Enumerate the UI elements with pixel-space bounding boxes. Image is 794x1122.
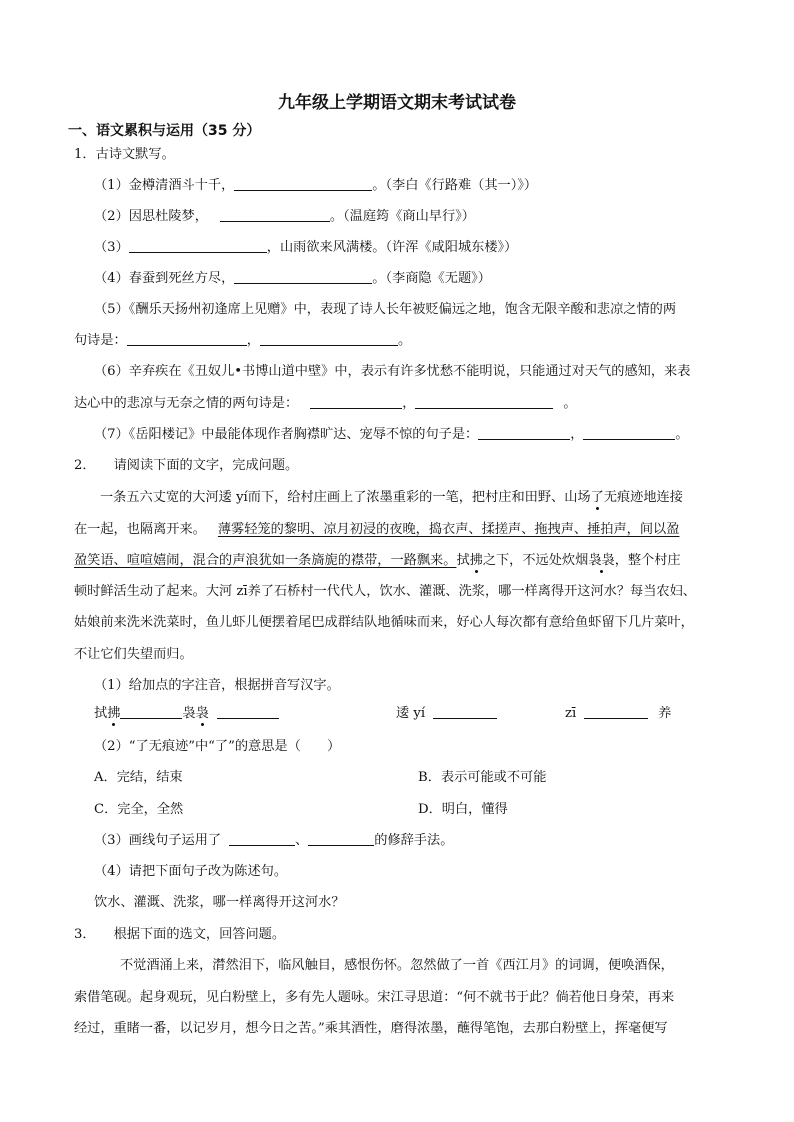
dotted-char: 袅: [195, 706, 209, 721]
item-text: ，山雨欲来风满楼。（许浑《咸阳城东楼》）: [266, 240, 518, 255]
answer-blank[interactable]: [415, 394, 553, 409]
q1-item-6-cont: [74, 394, 577, 414]
q1-item-2: [94, 207, 475, 227]
sub-question-1-blanks: [94, 704, 279, 724]
item-text: ，: [402, 396, 416, 411]
passage-text: yí而下，给村庄画上了浓墨重彩的一笔，把村庄和田野、山场: [236, 490, 591, 505]
answer-blank[interactable]: [583, 425, 675, 440]
passage-line: [100, 488, 683, 508]
item-text: 、: [295, 833, 309, 848]
sub-question-2: （2）“了无痕迹”中“了”的意思是（ ）: [94, 739, 341, 754]
dotted-char: 拂: [107, 706, 121, 721]
passage-text: 无痕迹地连接: [603, 490, 683, 505]
q1-item-1: [94, 176, 537, 196]
passage-line: 姑娘前来洗米洗菜时，鱼儿虾儿便摆着尾巴成群结队地循味而来，好心人每次都有意给鱼虾留下几片菜叶，: [74, 615, 694, 630]
passage-line: [74, 520, 679, 540]
q1-item-6: [94, 362, 690, 382]
passage-line: 索借笔砚。起身观玩，见白粉壁上，多有先人题咏。宋江寻思道：“何不就书于此？倘若他日身荣，再来: [74, 990, 675, 1005]
item-text: （3）画线句子运用了: [94, 833, 222, 848]
item-text: 袅: [182, 706, 196, 721]
question-text: 古诗文默写。: [95, 147, 175, 162]
item-text: （5）《酬乐天扬州初逢席上见赠》中，表现了诗人长年被贬偏远之地，饱含无限辛酸和悲凉之情的两: [94, 302, 677, 317]
item-text: ，: [570, 427, 584, 442]
underlined-sentence: 薄雾轻笼的黎明、凉月初浸的夜晚，捣衣声、揉搓声、拖拽声、捶拍声，间以盈: [217, 522, 680, 537]
item-text: （6）辛弃疾在《丑奴儿•书博山道中壁》中，表示有许多忧愁不能明说，只能通过对天气的感知，来表: [94, 364, 691, 379]
passage-line: 经过，重睹一番，以记岁月，想今日之苦。”乘其酒性，磨得浓墨，蘸得笔饱，去那白粉壁上，挥毫便写: [74, 1021, 668, 1036]
q1-item-3: [94, 238, 517, 258]
answer-blank[interactable]: [478, 425, 570, 440]
item-text: （1）金樽清酒斗十千，: [94, 178, 235, 193]
passage-line: [74, 551, 681, 571]
item-text: （4）春蚕到死丝方尽，: [94, 271, 235, 286]
answer-blank[interactable]: [260, 331, 398, 346]
q1-item-4: [94, 269, 491, 289]
passage-line: 不让它们失望而归。: [74, 647, 193, 662]
answer-blank[interactable]: [234, 269, 372, 284]
answer-blank[interactable]: [120, 704, 182, 719]
item-text: （7）《岳阳楼记》中最能体现作者胸襟旷达、宠辱不惊的句子是：: [94, 427, 479, 442]
answer-blank[interactable]: [217, 704, 279, 719]
question-3-stem: [74, 925, 285, 945]
passage-text: 拭: [456, 553, 470, 568]
passage-line: 不觉酒涌上来，潸然泪下，临风触目，感恨伤怀。忽然做了一首《西江月》的词调，便唤酒保，: [120, 958, 674, 973]
section-heading: 一、语文累积与运用（35 分）: [68, 123, 261, 139]
option-c[interactable]: C．完全，全然: [94, 802, 184, 817]
item-text: （2）因思杜陵梦，: [94, 209, 208, 224]
passage-text: 在一起，也隔离开来。: [74, 522, 206, 537]
dotted-char: 拂: [469, 553, 483, 568]
item-text: 句诗是：: [74, 333, 127, 348]
question-2-stem: [74, 456, 298, 476]
passage-text: 之下，不远处炊烟: [482, 553, 589, 568]
question-number: 2．: [74, 458, 96, 473]
sub-question-1: （1）给加点的字注音，根据拼音写汉字。: [94, 678, 340, 693]
sub-question-4: （4）请把下面句子改为陈述句。: [94, 864, 288, 879]
item-text: 养: [658, 706, 672, 721]
q1-item-7: [94, 425, 689, 445]
answer-blank[interactable]: [129, 238, 267, 253]
underlined-sentence: 盈笑语、喧喧嬉闹，混合的声浪犹如一条旖旎的襟带，一路飘来。: [74, 553, 457, 568]
item-text: 。: [563, 396, 577, 411]
item-text: 。（李白《行路难（其一）》）: [372, 178, 538, 193]
question-text: 请阅读下面的文字，完成问题。: [113, 458, 299, 473]
passage-line: 顿时鲜活生动了起来。大河 zī养了石桥村一代代人，饮水、灌溉、洗浆，哪一样离得开这河水？每当农妇、: [74, 584, 696, 599]
item-text: 逶 yí: [396, 706, 426, 721]
sub-question-1-blank-d: [565, 704, 671, 724]
item-text: ，: [246, 333, 260, 348]
item-text: zī: [565, 706, 577, 721]
option-a[interactable]: A．完结，结束: [94, 770, 183, 785]
item-text: （3）: [94, 240, 129, 255]
answer-blank[interactable]: [127, 331, 247, 346]
answer-blank[interactable]: [310, 394, 402, 409]
item-text: 。（李商隐《无题》）: [372, 271, 491, 286]
answer-blank[interactable]: [220, 207, 330, 222]
item-text: 。（温庭筠《商山早行》）: [329, 209, 475, 224]
option-d[interactable]: D．明白，懂得: [418, 802, 508, 817]
item-text: 。: [675, 427, 689, 442]
question-1-stem: [74, 145, 175, 165]
sub-question-3: [94, 831, 453, 851]
answer-blank[interactable]: [229, 831, 295, 846]
question-text: 根据下面的选文，回答问题。: [113, 927, 286, 942]
answer-blank[interactable]: [234, 176, 372, 191]
item-text: 。: [397, 333, 412, 348]
item-text: 达心中的悲凉与无奈之情的两句诗是：: [74, 396, 299, 411]
item-text: 拭: [94, 706, 108, 721]
q1-item-5-cont: [74, 331, 411, 351]
answer-blank[interactable]: [433, 704, 497, 719]
passage-text: ，整个村庄: [614, 553, 681, 568]
page-title: 九年级上学期语文期末考试试卷: [278, 93, 516, 113]
item-text: 的修辞手法。: [374, 833, 454, 848]
q1-item-5: [94, 300, 676, 320]
passage-text: 一条五六丈宽的大河逶: [100, 490, 232, 505]
dotted-char: 了: [590, 490, 604, 505]
question-number: 1．: [74, 147, 96, 162]
sub-question-4-sentence: 饮水、灌溉、洗浆，哪一样离得开这河水？: [94, 895, 345, 910]
answer-blank[interactable]: [308, 831, 374, 846]
sub-question-1-blank-c: [396, 704, 497, 724]
option-b[interactable]: B．表示可能或不可能: [418, 770, 547, 785]
dotted-char: 袅袅: [588, 553, 615, 568]
question-number: 3．: [74, 927, 96, 942]
answer-blank[interactable]: [584, 704, 648, 719]
